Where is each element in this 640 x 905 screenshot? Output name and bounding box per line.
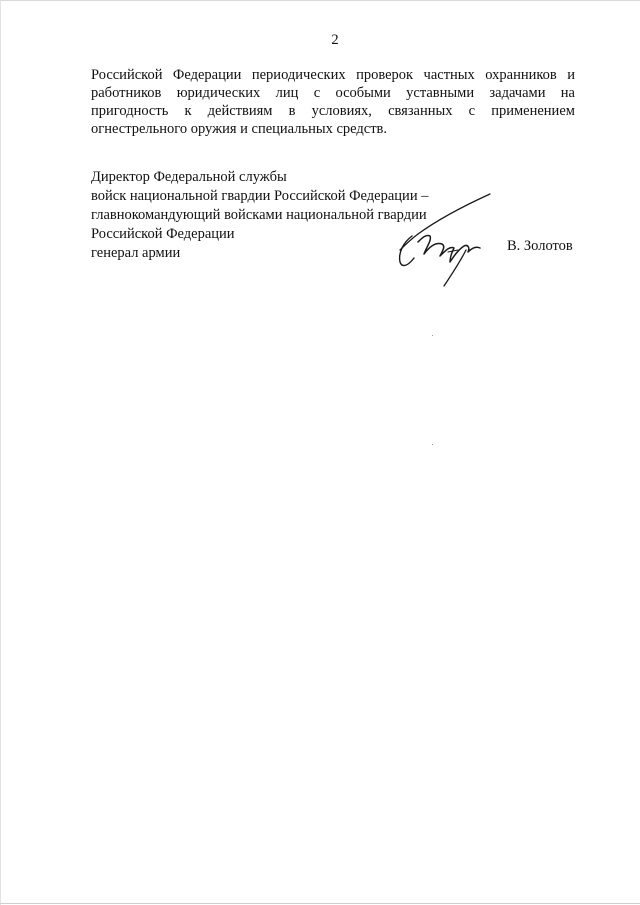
word: Федерации — [172, 67, 242, 83]
body-line-2 — [91, 84, 575, 102]
word: с — [468, 103, 476, 119]
word: юридических — [176, 85, 261, 101]
word: на — [560, 85, 575, 101]
word: особыми — [335, 85, 391, 101]
scan-edge-left — [0, 0, 1, 905]
scan-speck — [432, 335, 433, 336]
scan-speck — [432, 444, 433, 445]
body-line-1 — [91, 66, 575, 84]
signatory-name: В. Золотов — [507, 238, 573, 254]
word: проверок — [356, 67, 414, 83]
scan-edge-bottom — [0, 903, 640, 904]
signature-stroke-main — [418, 235, 480, 262]
body-paragraph — [91, 66, 575, 138]
word: лиц — [275, 85, 299, 101]
word: Российской — [91, 67, 163, 83]
word: пригодность — [91, 103, 169, 119]
word: и — [567, 67, 575, 83]
word: в — [288, 103, 296, 119]
word: частных — [423, 67, 475, 83]
scan-edge-top — [0, 0, 640, 1]
word: к — [184, 103, 192, 119]
signatory-title-line-4: Российской Федерации — [91, 226, 235, 242]
word: связанных — [388, 103, 453, 119]
word: с — [313, 85, 321, 101]
word: условиях, — [311, 103, 372, 119]
signature-stroke-loop — [400, 236, 414, 265]
word: действиям — [207, 103, 273, 119]
word: применением — [491, 103, 575, 119]
signatory-title-line-2: войск национальной гвардии Российской Федерации – — [91, 188, 429, 204]
word: задачами — [489, 85, 546, 101]
handwritten-signature — [388, 190, 496, 290]
body-line-4: огнестрельного оружия и специальных средств. — [91, 121, 388, 137]
word: периодических — [251, 67, 346, 83]
signatory-rank: генерал армии — [91, 245, 181, 261]
signatory-title-line-3: главнокомандующий войсками национальной гвардии — [91, 207, 427, 223]
page-number: 2 — [331, 32, 339, 48]
word: уставными — [406, 85, 475, 101]
signatory-title-line-1: Директор Федеральной службы — [91, 169, 287, 185]
signature-stroke-upper — [400, 194, 490, 250]
word: охранников — [485, 67, 557, 83]
body-line-3 — [91, 102, 575, 120]
word: работников — [91, 85, 162, 101]
